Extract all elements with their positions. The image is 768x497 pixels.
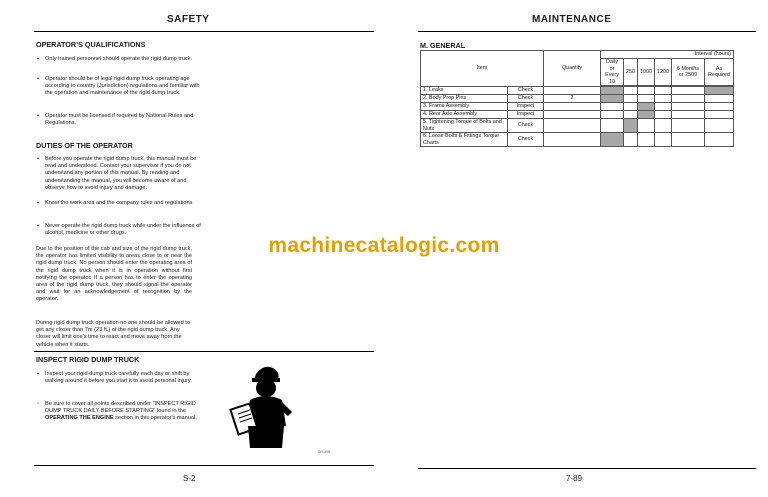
operator-inspecting-figure [226, 360, 306, 448]
interval-cell [672, 133, 705, 147]
interval-cell [638, 119, 655, 133]
left-page-number: S-2 [183, 474, 196, 483]
left-page-header: SAFETY [167, 14, 210, 25]
interval-mark-cell [624, 119, 638, 133]
interval-cell [655, 133, 672, 147]
action-cell: Check [508, 87, 544, 95]
interval-cell [638, 133, 655, 147]
interval-cell [624, 111, 638, 119]
action-cell: Inspect [508, 103, 544, 111]
interval-cell [655, 87, 672, 95]
action-cell: Check [508, 95, 544, 103]
header-as-required: As Required [705, 59, 734, 86]
interval-cell [672, 103, 705, 111]
table-row [421, 133, 734, 147]
action-cell: Inspect [508, 111, 544, 119]
header-quantity: Quantity [544, 51, 601, 87]
section-rule [34, 351, 374, 352]
header-1000: 1000 [638, 59, 655, 86]
interval-mark-cell [601, 95, 624, 103]
interval-cell [672, 87, 705, 95]
item-cell: 4. Rear Axle Assembly [421, 111, 508, 119]
interval-cell [705, 119, 734, 133]
right-page-header: MAINTENANCE [532, 14, 612, 25]
interval-mark-cell [601, 133, 624, 147]
interval-cell [638, 95, 655, 103]
interval-cell [624, 95, 638, 103]
quantity-cell [544, 133, 601, 147]
item-cell: 3. Frame Assembly [421, 103, 508, 111]
table-row [421, 111, 734, 119]
interval-cell [638, 87, 655, 95]
visibility-paragraph: Due to the position of the cab and size of the rigid dump truck, the operator has limited visibility to areas close to or near the rigid dump truck. No person should enter the operating area of the rigid dump truck when it is in operation without first notifying the operator. If a person has to enter the operating area of the rigid dump truck, they should signal the operator and wait for an acknowledgement of recognition by the operator. [36, 246, 192, 303]
section-title-duties: DUTIES OF THE OPERATOR [36, 141, 133, 150]
bullet-item: • Operator must be licensed if required by National Rules and Regulations. [36, 113, 205, 127]
right-page-number: 7-89 [566, 474, 583, 483]
section-title-inspect: INSPECT RIGID DUMP TRUCK [36, 355, 140, 364]
interval-cell [655, 111, 672, 119]
header-daily: Daily or Every 10 [601, 59, 624, 86]
table-row [421, 103, 734, 111]
interval-cell [655, 119, 672, 133]
maintenance-table [420, 50, 734, 147]
interval-mark-cell [705, 87, 734, 95]
action-cell: Check [508, 133, 544, 147]
header-interval: Interval (hours) [601, 51, 734, 59]
watermark: machinecatalogic.com [268, 234, 500, 257]
interval-mark-cell [601, 87, 624, 95]
bullet-item: • Only trained personnel should operate the rigid dump truck. [36, 56, 205, 63]
table-row [421, 95, 734, 103]
interval-cell [672, 95, 705, 103]
header-6months: 6 Months or 2500 [672, 59, 705, 86]
item-cell: 1. Leaks [421, 87, 508, 95]
interval-mark-cell [638, 103, 655, 111]
interval-cell [705, 111, 734, 119]
interval-cell [672, 111, 705, 119]
header-250: 250 [624, 59, 638, 86]
interval-cell [705, 95, 734, 103]
distance-paragraph: During rigid dump truck operation no one should be allowed to get any closer than 7m (23 ft.) of the rigid dump truck. Any closer will limit one's time to react and move away from the vehicle when it starts. [36, 320, 190, 348]
bullet-item: • Before you operate the rigid dump truck, this manual must be read and understood. Contact your supervisor if you do not understand any portion of this manual. By reading and understanding the manual, you will become aware of and observe how to avoid injury and damage. [36, 156, 205, 192]
interval-cell [624, 103, 638, 111]
interval-mark-cell [638, 111, 655, 119]
footer-rule [34, 465, 374, 466]
header-rule [418, 31, 756, 32]
interval-cell [601, 103, 624, 111]
bullet-item: • Never operate the rigid dump truck while under the influence of alcohol, medicine or other drugs. [36, 223, 205, 237]
section-title-qualifications: OPERATOR’S QUALIFICATIONS [36, 40, 146, 49]
header-item: Item [421, 51, 544, 87]
header-1200: 1200 [655, 59, 672, 86]
quantity-cell [544, 103, 601, 111]
interval-cell [672, 119, 705, 133]
interval-cell [624, 133, 638, 147]
item-cell: 5. Tightening Torque of Bolts and Nuts [421, 119, 508, 133]
interval-cell [705, 103, 734, 111]
item-cell: 2. Body Prop Pins [421, 95, 508, 103]
header-rule [34, 31, 374, 32]
section-title-general: M. GENERAL [420, 41, 466, 50]
table-row [421, 119, 734, 133]
interval-cell [601, 119, 624, 133]
footer-rule [418, 468, 756, 469]
quantity-cell [544, 87, 601, 95]
interval-cell [655, 95, 672, 103]
table-row [421, 87, 734, 95]
quantity-cell [544, 119, 601, 133]
bullet-item: • Inspect your rigid dump truck carefully each day or shift by walking around it before you start it to avoid personal injury. [36, 371, 205, 385]
interval-cell [624, 87, 638, 95]
bullet-item: • Operator should be of legal rigid dump truck operating age according to country (Jurisdiction) regulations and familiar with the operation and maintenance of the rigid dump truck. [36, 76, 205, 98]
quantity-cell [544, 111, 601, 119]
bullet-item: • Know the work area and the company rules and regulations [36, 200, 205, 207]
action-cell: Check [508, 119, 544, 133]
sub-bullet-item: ◦ Be sure to cover all points described under "INSPECT RIGID DUMP TRUCK DAILY BEFORE STARTING" found in the OPERATING THE ENGINE section in this operator's manual. [36, 401, 205, 423]
item-cell: 6. Loose Bolts & Fittings Torque Charts [421, 133, 508, 147]
interval-cell [601, 111, 624, 119]
quantity-cell: 2 [544, 95, 601, 103]
figure-code: SR-308 [318, 450, 330, 454]
interval-cell [655, 103, 672, 111]
interval-cell [705, 133, 734, 147]
